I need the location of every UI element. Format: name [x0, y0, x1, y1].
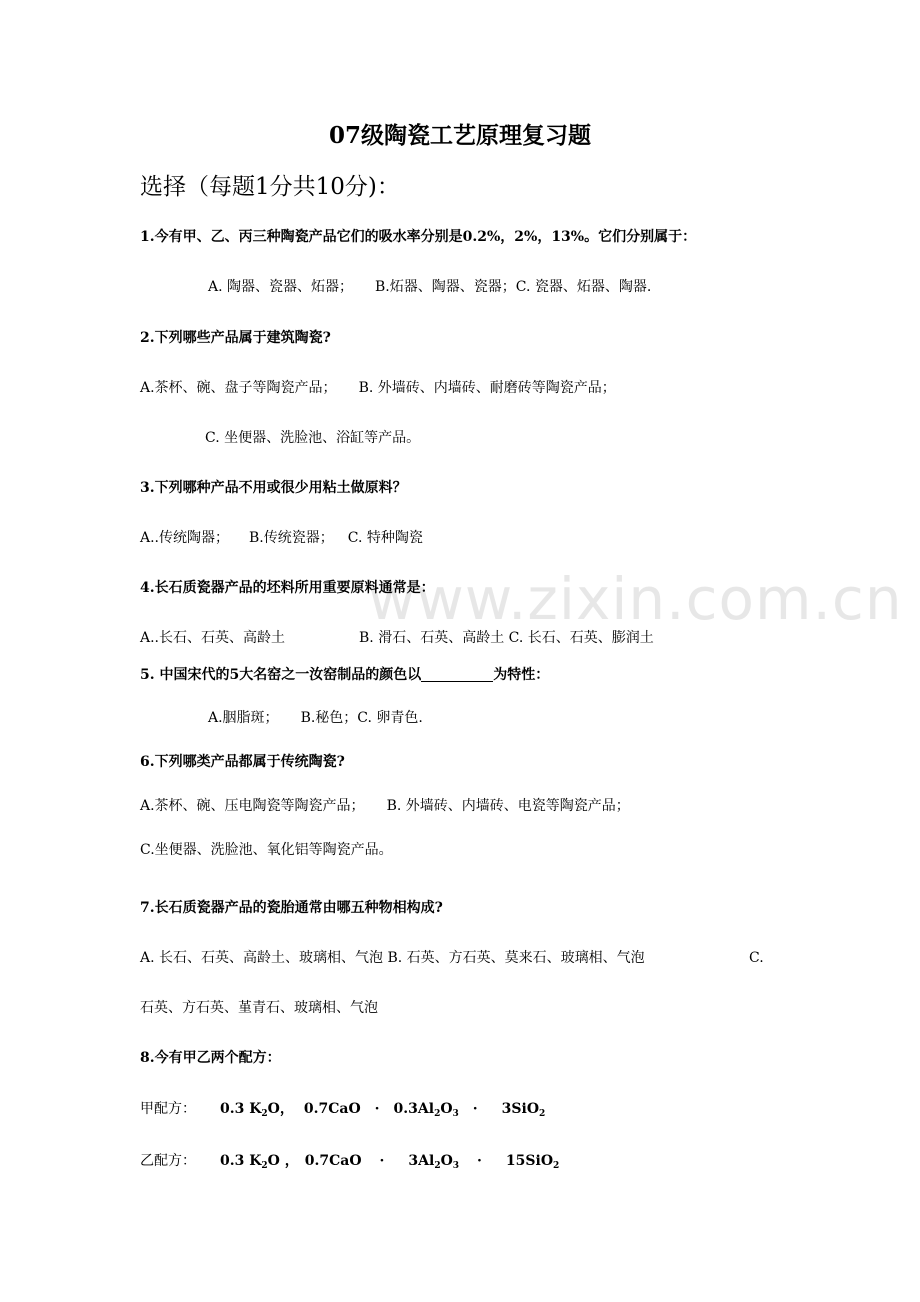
question-2-options — [140, 381, 616, 395]
question-7-option-c-label: C. — [749, 950, 764, 966]
question-4-options — [140, 631, 654, 645]
question-2: 2.下列哪些产品属于建筑陶瓷? — [140, 330, 331, 346]
formula-jia: 甲配方： 0.3 $K_2O$， $0.7CaO \cdot 0.3Al_2O_3 \cdot 3SiO_2$ — [140, 1101, 546, 1119]
question-6-options — [140, 799, 630, 813]
option-c: C. 特种陶瓷 — [347, 530, 423, 546]
question-1: 1.今有甲、乙、丙三种陶瓷产品它们的吸水率分别是0.2%，2%，13%。它们分别属于： — [140, 229, 697, 245]
option-a: A.茶杯、碗、盘子等陶瓷产品； — [140, 380, 337, 396]
option-a: A. 陶器、瓷器、炻器； — [208, 279, 354, 295]
question-3: 3.下列哪种产品不用或很少用粘土做原料？ — [140, 480, 407, 496]
answer-blank — [421, 667, 493, 682]
option-b: B.传统瓷器； — [249, 530, 334, 546]
question-8: 8.今有甲乙两个配方： — [140, 1050, 281, 1066]
question-3-options — [140, 531, 423, 545]
question-5-options — [208, 711, 423, 725]
question-6: 6.下列哪类产品都属于传统陶瓷? — [140, 754, 345, 770]
option-bc: B.炻器、陶器、瓷器；C. 瓷器、炻器、陶器. — [375, 279, 652, 295]
option-a: A..长石、石英、高龄土 — [140, 630, 286, 646]
document-title: 07级陶瓷工艺原理复习题 — [328, 122, 591, 149]
question-7: 7.长石质瓷器产品的瓷胎通常由哪五种物相构成? — [140, 900, 443, 916]
option-bc: B.秘色；C. 卵青色. — [300, 710, 423, 726]
option-c: C.坐便器、洗脸池、氧化铝等陶瓷产品。 — [140, 842, 393, 858]
option-bc: B. 滑石、石英、高龄土 C. 长石、石英、膨润土 — [359, 630, 654, 646]
option-a: A.胭脂斑； — [208, 710, 279, 726]
section-heading: 选择（每题1分共10分)： — [140, 174, 400, 200]
question-7-option-c: 石英、方石英、堇青石、玻璃相、气泡 — [140, 1000, 378, 1016]
option-c: C. 坐便器、洗脸池、浴缸等产品。 — [205, 430, 421, 446]
question-1-options — [208, 280, 651, 294]
formula-yi: 乙配方： 0.3 $K_2O$ ， $0.7CaO \cdot 3Al_2O_3 \cdot 15SiO_2$ — [140, 1153, 560, 1171]
option-a: A..传统陶器； — [140, 530, 230, 546]
option-b: B. 外墙砖、内墙砖、电瓷等陶瓷产品； — [386, 798, 630, 814]
question-5: 5. 中国宋代的5大名窑之一汝窑制品的颜色以 为特性： — [140, 667, 550, 683]
question-7-options-ab: A. 长石、石英、高龄土、玻璃相、气泡 B. 石英、方石英、莫来石、玻璃相、气泡 — [140, 950, 645, 966]
watermark: www.zixin.com.cn — [368, 565, 903, 633]
option-b: B. 外墙砖、内墙砖、耐磨砖等陶瓷产品； — [358, 380, 616, 396]
question-4: 4.长石质瓷器产品的坯料所用重要原料通常是： — [140, 580, 435, 596]
option-a: A.茶杯、碗、压电陶瓷等陶瓷产品； — [140, 798, 365, 814]
